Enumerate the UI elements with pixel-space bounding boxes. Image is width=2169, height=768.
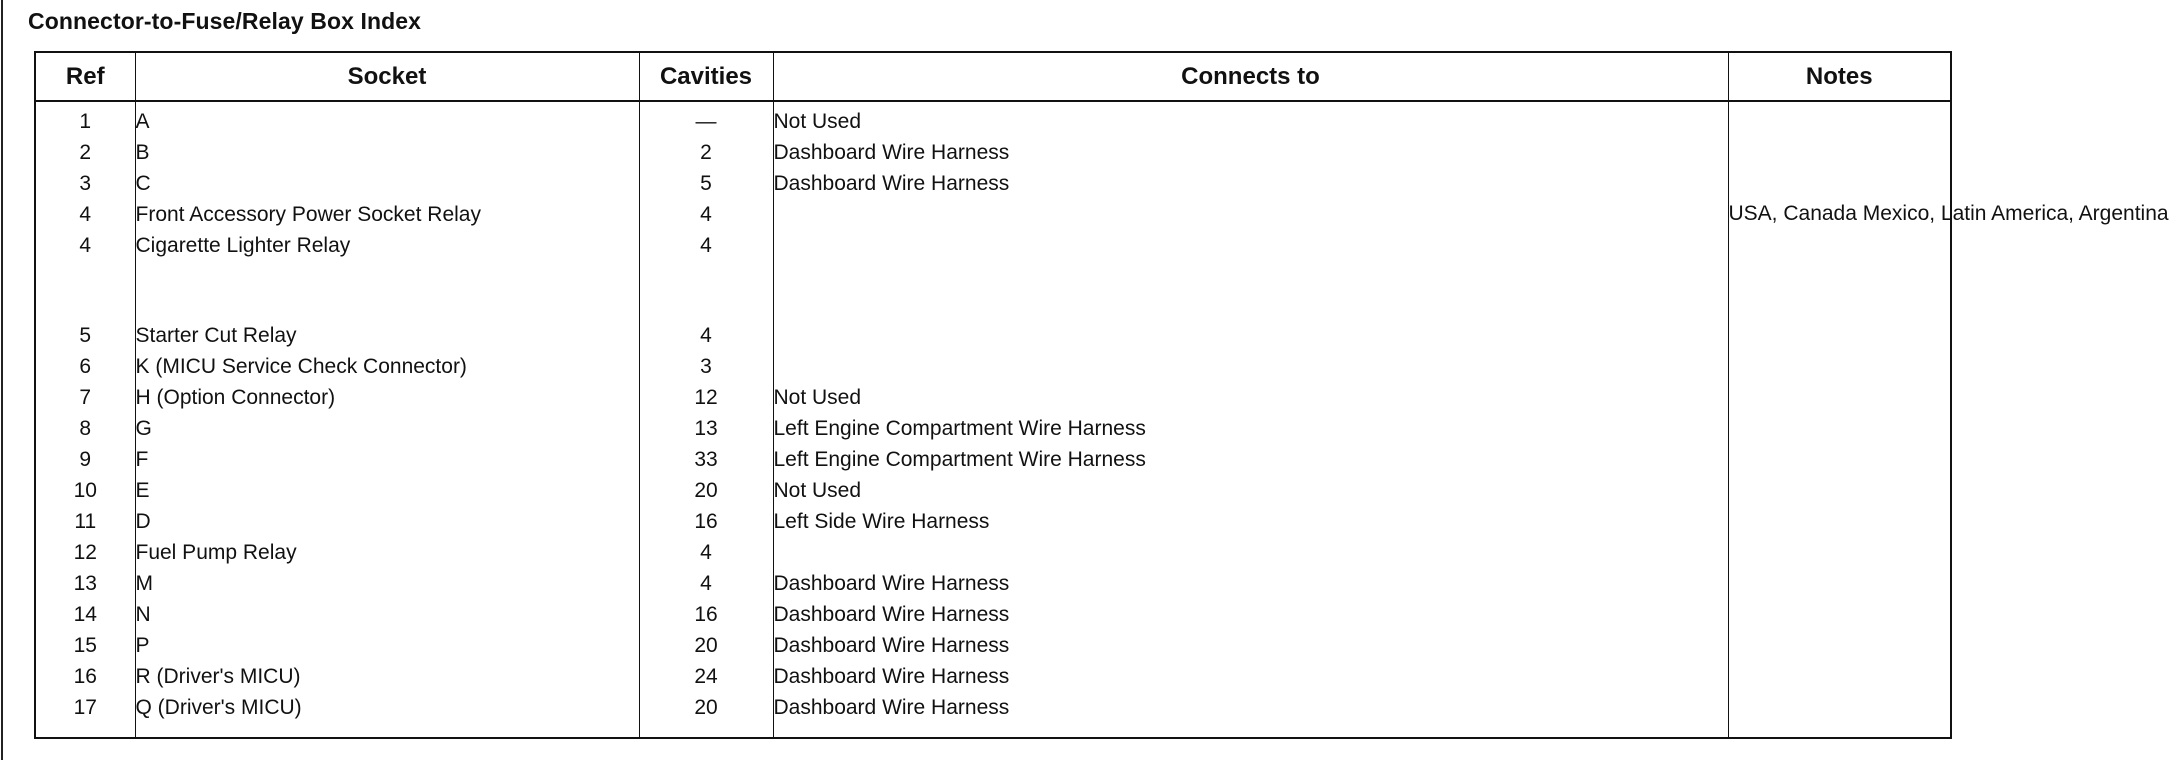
table-row [35, 382, 1951, 413]
cell-connects-to: Not Used [773, 101, 1728, 137]
notes-text: USA, Canada Mexico, Latin America, Argentina [1728, 202, 2169, 225]
cell-cavities: 20 [639, 692, 773, 723]
cell-socket: G [135, 413, 639, 444]
cell-socket: C [135, 168, 639, 199]
cell-ref: 17 [73, 696, 97, 719]
cell-socket: R (Driver's MICU) [135, 661, 639, 692]
cell-connects-to [773, 351, 1728, 382]
header-notes: Notes [1728, 52, 1951, 101]
table-row [35, 320, 1951, 351]
cell-cavities: 24 [639, 661, 773, 692]
cell-cavities: 4 [639, 320, 773, 351]
table-row [35, 137, 1951, 168]
table-row [35, 444, 1951, 475]
header-connects-to: Connects to [773, 52, 1728, 101]
cell-connects-to: Not Used [773, 475, 1728, 506]
cell-cavities: 20 [639, 630, 773, 661]
table-row [35, 568, 1951, 599]
cell-cavities: 4 [639, 199, 773, 230]
table-row [35, 475, 1951, 506]
cell-cavities: 2 [639, 137, 773, 168]
table-row [35, 630, 1951, 661]
cell-socket: B [135, 137, 639, 168]
table-row [35, 199, 1951, 230]
table-row [35, 506, 1951, 537]
cell-ref: 12 [73, 541, 97, 564]
cell-cavities: 33 [639, 444, 773, 475]
cell-connects-to [773, 199, 1728, 230]
cell-ref: 4 [79, 203, 92, 226]
cell-ref: 1 [79, 110, 92, 133]
cell-socket: Cigarette Lighter Relay [135, 230, 639, 320]
cell-connects-to [773, 537, 1728, 568]
spacer-cell [35, 723, 135, 738]
cell-ref: 11 [74, 510, 97, 533]
table-row [35, 230, 1951, 320]
table-header-row [35, 52, 1951, 101]
cell-ref: 7 [79, 386, 92, 409]
table-row [35, 101, 1951, 137]
cell-cavities: 4 [639, 568, 773, 599]
cell-ref: 2 [79, 141, 92, 164]
cell-connects-to: Dashboard Wire Harness [773, 630, 1728, 661]
left-border-rule [1, 0, 3, 760]
cell-socket: K (MICU Service Check Connector) [135, 351, 639, 382]
table-row [35, 413, 1951, 444]
cell-connects-to: Left Engine Compartment Wire Harness [773, 413, 1728, 444]
cell-notes [1728, 101, 2169, 738]
cell-socket: N [135, 599, 639, 630]
table-row [35, 537, 1951, 568]
cell-cavities: 3 [639, 351, 773, 382]
cell-ref: 9 [79, 448, 92, 471]
table-row [35, 168, 1951, 199]
cell-connects-to: Dashboard Wire Harness [773, 661, 1728, 692]
cell-connects-to [773, 320, 1728, 351]
cell-ref: 3 [79, 172, 92, 195]
cell-ref: 14 [73, 603, 97, 626]
cell-connects-to: Dashboard Wire Harness [773, 692, 1728, 723]
header-ref: Ref [35, 52, 135, 101]
table-bottom-spacer [35, 723, 1951, 738]
cell-socket: A [135, 101, 639, 137]
cell-cavities: 13 [639, 413, 773, 444]
cell-socket: Starter Cut Relay [135, 320, 639, 351]
cell-connects-to: Left Side Wire Harness [773, 506, 1728, 537]
cell-ref: 6 [79, 355, 92, 378]
cell-ref: 5 [79, 324, 92, 347]
page-title: Connector-to-Fuse/Relay Box Index [28, 8, 422, 34]
header-socket: Socket [135, 52, 639, 101]
cell-socket: D [135, 506, 639, 537]
cell-ref: 4 [79, 234, 92, 257]
spacer-cell [639, 723, 773, 738]
cell-cavities: 16 [639, 506, 773, 537]
cell-cavities: 12 [639, 382, 773, 413]
cell-connects-to: Dashboard Wire Harness [773, 137, 1728, 168]
cell-cavities: — [639, 101, 773, 137]
cell-ref: 8 [79, 417, 92, 440]
cell-cavities: 4 [639, 230, 773, 320]
cell-connects-to: Not Used [773, 382, 1728, 413]
cell-socket: F [135, 444, 639, 475]
cell-socket: M [135, 568, 639, 599]
cell-cavities: 5 [639, 168, 773, 199]
table-row [35, 351, 1951, 382]
cell-socket: Front Accessory Power Socket Relay [135, 199, 639, 230]
cell-socket: E [135, 475, 639, 506]
cell-ref: 15 [73, 634, 97, 657]
table-row [35, 661, 1951, 692]
cell-connects-to: Dashboard Wire Harness [773, 599, 1728, 630]
cell-socket: P [135, 630, 639, 661]
cell-cavities: 16 [639, 599, 773, 630]
cell-cavities: 4 [639, 537, 773, 568]
cell-connects-to: Dashboard Wire Harness [773, 168, 1728, 199]
header-cavities: Cavities [639, 52, 773, 101]
spacer-cell [773, 723, 1728, 738]
cell-ref: 16 [73, 665, 97, 688]
cell-connects-to: Dashboard Wire Harness [773, 568, 1728, 599]
cell-connects-to: Left Engine Compartment Wire Harness [773, 444, 1728, 475]
cell-ref: 13 [73, 572, 97, 595]
cell-socket: Q (Driver's MICU) [135, 692, 639, 723]
cell-socket: Fuel Pump Relay [135, 537, 639, 568]
table-row [35, 692, 1951, 723]
cell-ref: 10 [73, 479, 97, 502]
cell-cavities: 20 [639, 475, 773, 506]
spacer-cell [135, 723, 639, 738]
connector-index-table [34, 51, 2169, 739]
cell-socket: H (Option Connector) [135, 382, 639, 413]
cell-connects-to [773, 230, 1728, 320]
table-row [35, 599, 1951, 630]
